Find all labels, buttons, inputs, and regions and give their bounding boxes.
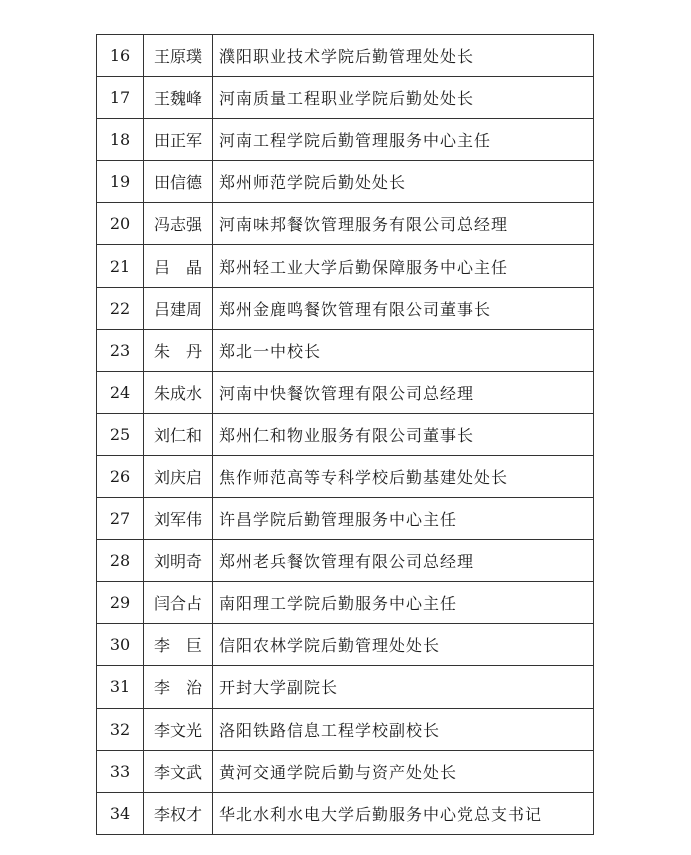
row-number: 24 <box>97 371 144 413</box>
person-name: 李权才 <box>144 792 213 834</box>
row-number: 29 <box>97 582 144 624</box>
person-name: 田信德 <box>144 161 213 203</box>
table-row <box>97 540 594 582</box>
person-title: 河南味邦餐饮管理服务有限公司总经理 <box>213 203 594 245</box>
person-title: 南阳理工学院后勤服务中心主任 <box>213 582 594 624</box>
person-name: 李 治 <box>144 666 213 708</box>
row-number: 25 <box>97 413 144 455</box>
table-row <box>97 35 594 77</box>
table-row <box>97 708 594 750</box>
row-number: 23 <box>97 329 144 371</box>
row-number: 22 <box>97 287 144 329</box>
table-row <box>97 413 594 455</box>
row-number: 30 <box>97 624 144 666</box>
row-number: 32 <box>97 708 144 750</box>
person-title: 洛阳铁路信息工程学校副校长 <box>213 708 594 750</box>
table-row <box>97 119 594 161</box>
table-row <box>97 287 594 329</box>
person-title: 郑州金鹿鸣餐饮管理有限公司董事长 <box>213 287 594 329</box>
table-row <box>97 792 594 834</box>
person-title: 开封大学副院长 <box>213 666 594 708</box>
row-number: 28 <box>97 540 144 582</box>
person-name: 吕 晶 <box>144 245 213 287</box>
table-row <box>97 750 594 792</box>
person-title: 河南质量工程职业学院后勤处处长 <box>213 77 594 119</box>
person-title: 河南工程学院后勤管理服务中心主任 <box>213 119 594 161</box>
person-name: 刘仁和 <box>144 413 213 455</box>
person-title: 信阳农林学院后勤管理处处长 <box>213 624 594 666</box>
row-number: 18 <box>97 119 144 161</box>
row-number: 21 <box>97 245 144 287</box>
table-row <box>97 371 594 413</box>
row-number: 17 <box>97 77 144 119</box>
person-title: 郑州老兵餐饮管理有限公司总经理 <box>213 540 594 582</box>
table-row <box>97 245 594 287</box>
table-row <box>97 582 594 624</box>
table-row <box>97 666 594 708</box>
table-row <box>97 203 594 245</box>
person-name: 刘军伟 <box>144 498 213 540</box>
person-title: 濮阳职业技术学院后勤管理处处长 <box>213 35 594 77</box>
table-row <box>97 329 594 371</box>
roster-table <box>96 34 594 835</box>
person-name: 田正军 <box>144 119 213 161</box>
person-name: 李 巨 <box>144 624 213 666</box>
person-title: 河南中快餐饮管理有限公司总经理 <box>213 371 594 413</box>
person-name: 李文光 <box>144 708 213 750</box>
roster-table-body <box>97 35 594 835</box>
row-number: 31 <box>97 666 144 708</box>
person-name: 刘庆启 <box>144 455 213 497</box>
row-number: 16 <box>97 35 144 77</box>
row-number: 27 <box>97 498 144 540</box>
person-name: 闫合占 <box>144 582 213 624</box>
table-row <box>97 77 594 119</box>
person-title: 郑州轻工业大学后勤保障服务中心主任 <box>213 245 594 287</box>
person-name: 朱成水 <box>144 371 213 413</box>
person-name: 王魏峰 <box>144 77 213 119</box>
person-title: 许昌学院后勤管理服务中心主任 <box>213 498 594 540</box>
row-number: 34 <box>97 792 144 834</box>
table-row <box>97 161 594 203</box>
person-title: 焦作师范高等专科学校后勤基建处处长 <box>213 455 594 497</box>
person-title: 华北水利水电大学后勤服务中心党总支书记 <box>213 792 594 834</box>
person-name: 刘明奇 <box>144 540 213 582</box>
person-name: 朱 丹 <box>144 329 213 371</box>
row-number: 33 <box>97 750 144 792</box>
person-name: 冯志强 <box>144 203 213 245</box>
roster-sheet <box>96 34 594 835</box>
row-number: 26 <box>97 455 144 497</box>
row-number: 19 <box>97 161 144 203</box>
table-row <box>97 455 594 497</box>
person-title: 郑州师范学院后勤处处长 <box>213 161 594 203</box>
person-name: 王原璞 <box>144 35 213 77</box>
person-name: 吕建周 <box>144 287 213 329</box>
person-title: 黄河交通学院后勤与资产处处长 <box>213 750 594 792</box>
table-row <box>97 498 594 540</box>
row-number: 20 <box>97 203 144 245</box>
person-name: 李文武 <box>144 750 213 792</box>
person-title: 郑北一中校长 <box>213 329 594 371</box>
table-row <box>97 624 594 666</box>
person-title: 郑州仁和物业服务有限公司董事长 <box>213 413 594 455</box>
